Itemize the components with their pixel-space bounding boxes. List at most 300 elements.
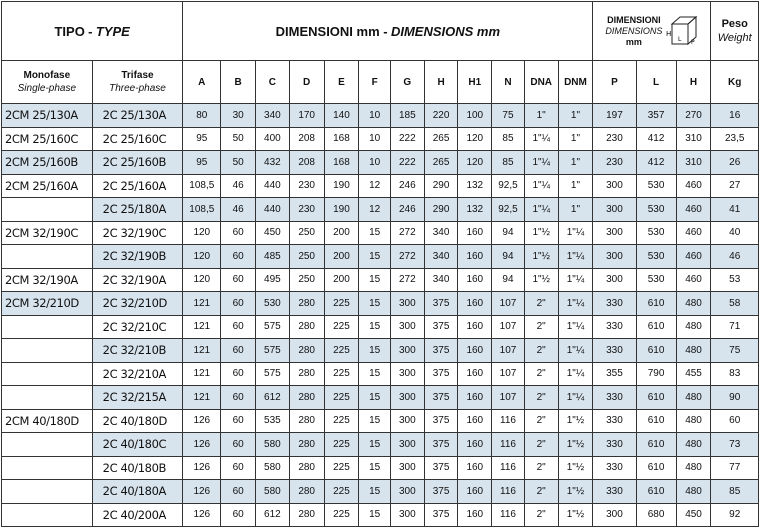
table-cell: 168	[324, 127, 359, 151]
table-cell: 300	[593, 221, 636, 245]
table-cell: 2"	[524, 503, 558, 527]
table-row	[2, 127, 759, 151]
column-header: DNA	[524, 61, 558, 104]
table-cell: 95	[183, 151, 221, 175]
table-cell: 300	[390, 315, 424, 339]
column-header: D	[289, 61, 324, 104]
table-cell: 23,5	[711, 127, 759, 151]
table-cell: 272	[390, 268, 424, 292]
table-cell: 272	[390, 221, 424, 245]
table-cell: 612	[256, 386, 290, 410]
table-cell: 40	[711, 221, 759, 245]
table-cell: 60	[711, 409, 759, 433]
table-cell: 455	[676, 362, 711, 386]
table-cell: 495	[256, 268, 290, 292]
table-cell: 15	[359, 339, 391, 363]
table-cell: 1"¼	[558, 221, 593, 245]
single-phase-model: 2CM 25/160B	[2, 151, 93, 175]
table-cell: 460	[676, 268, 711, 292]
table-cell: 190	[324, 174, 359, 198]
table-cell: 120	[183, 245, 221, 269]
single-phase-model	[2, 198, 93, 222]
table-cell: 15	[359, 315, 391, 339]
table-cell: 1"½	[558, 480, 593, 504]
table-cell: 1"½	[524, 221, 558, 245]
table-cell: 30	[221, 104, 256, 128]
table-cell: 120	[458, 127, 492, 151]
table-cell: 480	[676, 433, 711, 457]
table-cell: 460	[676, 221, 711, 245]
table-cell: 1"½	[558, 433, 593, 457]
table-row	[2, 362, 759, 386]
table-cell: 60	[221, 362, 256, 386]
package-dimensions-header: DIMENSIONI DIMENSIONS mm H P L	[593, 2, 711, 61]
table-cell: 71	[711, 315, 759, 339]
single-phase-header: Monofase Single-phase	[2, 61, 93, 104]
table-cell: 15	[359, 503, 391, 527]
table-cell: 50	[221, 127, 256, 151]
table-cell: 340	[424, 268, 458, 292]
table-cell: 1"¼	[558, 292, 593, 316]
table-row	[2, 245, 759, 269]
column-header: Kg	[711, 61, 759, 104]
table-cell: 100	[458, 104, 492, 128]
table-cell: 15	[359, 362, 391, 386]
table-cell: 440	[256, 198, 290, 222]
table-cell: 250	[289, 245, 324, 269]
table-cell: 108,5	[183, 198, 221, 222]
table-cell: 160	[458, 409, 492, 433]
table-cell: 280	[289, 503, 324, 527]
table-cell: 60	[221, 386, 256, 410]
column-header: G	[390, 61, 424, 104]
table-row	[2, 174, 759, 198]
table-cell: 1"¼	[524, 174, 558, 198]
table-cell: 575	[256, 362, 290, 386]
dimensions-table	[1, 1, 759, 527]
table-row	[2, 480, 759, 504]
table-cell: 1"	[524, 104, 558, 128]
table-cell: 460	[676, 198, 711, 222]
single-phase-model	[2, 362, 93, 386]
table-cell: 126	[183, 503, 221, 527]
column-header: C	[256, 61, 290, 104]
table-cell: 170	[289, 104, 324, 128]
single-phase-model: 2CM 32/210D	[2, 292, 93, 316]
table-cell: 580	[256, 480, 290, 504]
table-cell: 300	[390, 409, 424, 433]
weight-header: Peso Weight	[711, 2, 759, 61]
table-body	[2, 104, 759, 527]
table-cell: 126	[183, 456, 221, 480]
table-cell: 530	[636, 221, 676, 245]
table-cell: 1"	[558, 198, 593, 222]
single-phase-model: 2CM 25/160A	[2, 174, 93, 198]
table-cell: 90	[711, 386, 759, 410]
table-cell: 132	[458, 198, 492, 222]
table-cell: 12	[359, 174, 391, 198]
table-cell: 140	[324, 104, 359, 128]
table-cell: 2"	[524, 362, 558, 386]
table-cell: 225	[324, 292, 359, 316]
table-cell: 160	[458, 386, 492, 410]
three-phase-model: 2C 25/160C	[92, 127, 183, 151]
table-cell: 480	[676, 315, 711, 339]
table-cell: 15	[359, 409, 391, 433]
table-cell: 375	[424, 315, 458, 339]
table-cell: 10	[359, 104, 391, 128]
table-cell: 440	[256, 174, 290, 198]
table-cell: 60	[221, 292, 256, 316]
three-phase-model: 2C 32/210C	[92, 315, 183, 339]
table-cell: 75	[711, 339, 759, 363]
table-cell: 94	[492, 268, 525, 292]
header-row-2	[2, 61, 759, 104]
table-cell: 50	[221, 151, 256, 175]
column-header: E	[324, 61, 359, 104]
table-cell: 1"½	[524, 245, 558, 269]
table-cell: 480	[676, 386, 711, 410]
table-cell: 168	[324, 151, 359, 175]
table-cell: 116	[492, 409, 525, 433]
table-cell: 41	[711, 198, 759, 222]
table-cell: 2"	[524, 480, 558, 504]
table-cell: 1"¼	[558, 268, 593, 292]
table-cell: 116	[492, 456, 525, 480]
table-cell: 220	[424, 104, 458, 128]
single-phase-model: 2CM 25/130A	[2, 104, 93, 128]
table-cell: 60	[221, 503, 256, 527]
table-cell: 575	[256, 315, 290, 339]
table-cell: 330	[593, 433, 636, 457]
table-cell: 330	[593, 386, 636, 410]
table-cell: 530	[636, 245, 676, 269]
table-cell: 200	[324, 268, 359, 292]
table-cell: 330	[593, 315, 636, 339]
table-cell: 246	[390, 198, 424, 222]
table-cell: 575	[256, 339, 290, 363]
table-cell: 92	[711, 503, 759, 527]
table-cell: 160	[458, 503, 492, 527]
table-cell: 280	[289, 409, 324, 433]
table-cell: 85	[711, 480, 759, 504]
table-cell: 60	[221, 245, 256, 269]
table-cell: 230	[593, 127, 636, 151]
table-cell: 27	[711, 174, 759, 198]
table-cell: 46	[711, 245, 759, 269]
three-phase-model: 2C 32/210D	[92, 292, 183, 316]
table-cell: 197	[593, 104, 636, 128]
table-cell: 300	[593, 268, 636, 292]
table-cell: 10	[359, 151, 391, 175]
single-phase-model: 2CM 32/190C	[2, 221, 93, 245]
table-cell: 225	[324, 339, 359, 363]
table-row	[2, 315, 759, 339]
table-cell: 680	[636, 503, 676, 527]
table-cell: 1"¼	[524, 127, 558, 151]
table-cell: 225	[324, 503, 359, 527]
table-cell: 1"¼	[558, 386, 593, 410]
three-phase-model: 2C 25/130A	[92, 104, 183, 128]
table-cell: 2"	[524, 339, 558, 363]
table-cell: 300	[390, 456, 424, 480]
table-cell: 94	[492, 245, 525, 269]
table-cell: 280	[289, 433, 324, 457]
table-cell: 2"	[524, 292, 558, 316]
table-cell: 185	[390, 104, 424, 128]
three-phase-model: 2C 40/180A	[92, 480, 183, 504]
table-cell: 160	[458, 480, 492, 504]
table-cell: 2"	[524, 386, 558, 410]
table-cell: 121	[183, 315, 221, 339]
table-cell: 485	[256, 245, 290, 269]
table-cell: 160	[458, 315, 492, 339]
table-cell: 375	[424, 409, 458, 433]
table-cell: 340	[256, 104, 290, 128]
table-row	[2, 409, 759, 433]
table-cell: 60	[221, 221, 256, 245]
svg-text:H: H	[666, 30, 672, 38]
table-cell: 330	[593, 339, 636, 363]
table-cell: 1"	[558, 174, 593, 198]
table-cell: 46	[221, 198, 256, 222]
table-cell: 230	[289, 198, 324, 222]
table-cell: 1"¼	[558, 245, 593, 269]
table-cell: 60	[221, 433, 256, 457]
table-cell: 280	[289, 292, 324, 316]
table-cell: 120	[458, 151, 492, 175]
table-cell: 265	[424, 127, 458, 151]
table-cell: 300	[593, 245, 636, 269]
single-phase-model	[2, 456, 93, 480]
table-cell: 610	[636, 433, 676, 457]
table-cell: 300	[390, 339, 424, 363]
table-cell: 15	[359, 245, 391, 269]
table-cell: 610	[636, 386, 676, 410]
table-cell: 15	[359, 433, 391, 457]
table-cell: 280	[289, 456, 324, 480]
table-cell: 460	[676, 245, 711, 269]
table-row	[2, 221, 759, 245]
table-cell: 225	[324, 362, 359, 386]
single-phase-model	[2, 433, 93, 457]
table-cell: 85	[492, 127, 525, 151]
table-cell: 208	[289, 151, 324, 175]
single-phase-model	[2, 386, 93, 410]
table-cell: 222	[390, 127, 424, 151]
table-cell: 107	[492, 292, 525, 316]
table-cell: 1"½	[558, 456, 593, 480]
table-cell: 108,5	[183, 174, 221, 198]
table-cell: 225	[324, 315, 359, 339]
table-row	[2, 268, 759, 292]
table-cell: 280	[289, 362, 324, 386]
column-header: H1	[458, 61, 492, 104]
table-cell: 15	[359, 268, 391, 292]
three-phase-model: 2C 40/180C	[92, 433, 183, 457]
table-cell: 1"	[558, 151, 593, 175]
table-cell: 1"½	[558, 409, 593, 433]
table-cell: 280	[289, 480, 324, 504]
table-cell: 15	[359, 386, 391, 410]
table-cell: 15	[359, 221, 391, 245]
three-phase-model: 2C 32/190C	[92, 221, 183, 245]
table-cell: 225	[324, 409, 359, 433]
table-cell: 10	[359, 127, 391, 151]
table-cell: 1"½	[524, 268, 558, 292]
table-cell: 2"	[524, 456, 558, 480]
table-cell: 1"½	[558, 503, 593, 527]
header-row-1	[2, 2, 759, 61]
table-row	[2, 198, 759, 222]
table-cell: 75	[492, 104, 525, 128]
table-cell: 12	[359, 198, 391, 222]
table-cell: 1"	[558, 104, 593, 128]
three-phase-model: 2C 32/210B	[92, 339, 183, 363]
table-cell: 530	[636, 174, 676, 198]
table-cell: 107	[492, 339, 525, 363]
three-phase-model: 2C 32/215A	[92, 386, 183, 410]
table-cell: 610	[636, 339, 676, 363]
table-cell: 222	[390, 151, 424, 175]
table-cell: 116	[492, 433, 525, 457]
table-cell: 107	[492, 315, 525, 339]
table-cell: 580	[256, 433, 290, 457]
column-header: H	[676, 61, 711, 104]
table-cell: 77	[711, 456, 759, 480]
table-cell: 300	[390, 503, 424, 527]
table-cell: 1"¼	[558, 339, 593, 363]
dimensions-header: DIMENSIONI mm - DIMENSIONS mm	[183, 2, 593, 61]
table-cell: 126	[183, 433, 221, 457]
single-phase-model	[2, 245, 93, 269]
table-cell: 375	[424, 386, 458, 410]
table-cell: 160	[458, 339, 492, 363]
table-cell: 121	[183, 339, 221, 363]
table-cell: 230	[289, 174, 324, 198]
table-cell: 60	[221, 268, 256, 292]
table-cell: 265	[424, 151, 458, 175]
table-cell: 160	[458, 433, 492, 457]
table-cell: 120	[183, 268, 221, 292]
table-cell: 460	[676, 174, 711, 198]
table-cell: 92,5	[492, 198, 525, 222]
table-cell: 610	[636, 409, 676, 433]
table-cell: 300	[593, 174, 636, 198]
table-cell: 200	[324, 245, 359, 269]
single-phase-model: 2CM 40/180D	[2, 409, 93, 433]
table-cell: 26	[711, 151, 759, 175]
svg-text:P: P	[691, 39, 696, 46]
column-header: P	[593, 61, 636, 104]
table-cell: 412	[636, 127, 676, 151]
table-cell: 60	[221, 339, 256, 363]
three-phase-model: 2C 25/160A	[92, 174, 183, 198]
table-cell: 107	[492, 362, 525, 386]
table-cell: 400	[256, 127, 290, 151]
table-cell: 300	[390, 362, 424, 386]
table-cell: 480	[676, 456, 711, 480]
three-phase-model: 2C 40/180B	[92, 456, 183, 480]
table-cell: 290	[424, 174, 458, 198]
table-cell: 160	[458, 268, 492, 292]
table-cell: 1"	[558, 127, 593, 151]
table-cell: 535	[256, 409, 290, 433]
table-cell: 375	[424, 480, 458, 504]
three-phase-header: Trifase Three-phase	[92, 61, 183, 104]
table-cell: 160	[458, 292, 492, 316]
column-header: N	[492, 61, 525, 104]
table-cell: 200	[324, 221, 359, 245]
table-cell: 160	[458, 362, 492, 386]
three-phase-model: 2C 25/180A	[92, 198, 183, 222]
table-cell: 280	[289, 386, 324, 410]
column-header: L	[636, 61, 676, 104]
table-cell: 15	[359, 456, 391, 480]
table-cell: 610	[636, 480, 676, 504]
table-cell: 126	[183, 480, 221, 504]
table-cell: 2"	[524, 315, 558, 339]
column-header: DNM	[558, 61, 593, 104]
svg-text:L: L	[678, 36, 682, 43]
table-cell: 610	[636, 292, 676, 316]
table-cell: 300	[593, 198, 636, 222]
table-cell: 15	[359, 480, 391, 504]
table-row	[2, 339, 759, 363]
table-cell: 280	[289, 339, 324, 363]
table-cell: 80	[183, 104, 221, 128]
table-row	[2, 292, 759, 316]
table-cell: 16	[711, 104, 759, 128]
table-cell: 95	[183, 127, 221, 151]
table-cell: 85	[492, 151, 525, 175]
three-phase-model: 2C 32/190B	[92, 245, 183, 269]
table-cell: 208	[289, 127, 324, 151]
table-cell: 53	[711, 268, 759, 292]
table-cell: 60	[221, 315, 256, 339]
table-cell: 300	[390, 480, 424, 504]
table-cell: 375	[424, 433, 458, 457]
table-cell: 280	[289, 315, 324, 339]
table-cell: 450	[256, 221, 290, 245]
table-cell: 225	[324, 386, 359, 410]
table-cell: 530	[636, 198, 676, 222]
table-cell: 300	[593, 503, 636, 527]
table-cell: 58	[711, 292, 759, 316]
table-cell: 450	[676, 503, 711, 527]
table-row	[2, 456, 759, 480]
table-cell: 375	[424, 503, 458, 527]
table-row	[2, 151, 759, 175]
table-cell: 432	[256, 151, 290, 175]
table-cell: 530	[636, 268, 676, 292]
table-cell: 1"¼	[558, 315, 593, 339]
table-cell: 132	[458, 174, 492, 198]
table-cell: 310	[676, 127, 711, 151]
table-row	[2, 503, 759, 527]
table-cell: 1"¼	[524, 198, 558, 222]
table-cell: 250	[289, 221, 324, 245]
table-cell: 610	[636, 315, 676, 339]
table-cell: 340	[424, 221, 458, 245]
table-cell: 480	[676, 409, 711, 433]
table-cell: 610	[636, 456, 676, 480]
table-cell: 121	[183, 292, 221, 316]
table-cell: 94	[492, 221, 525, 245]
table-cell: 580	[256, 456, 290, 480]
table-cell: 107	[492, 386, 525, 410]
table-cell: 160	[458, 456, 492, 480]
